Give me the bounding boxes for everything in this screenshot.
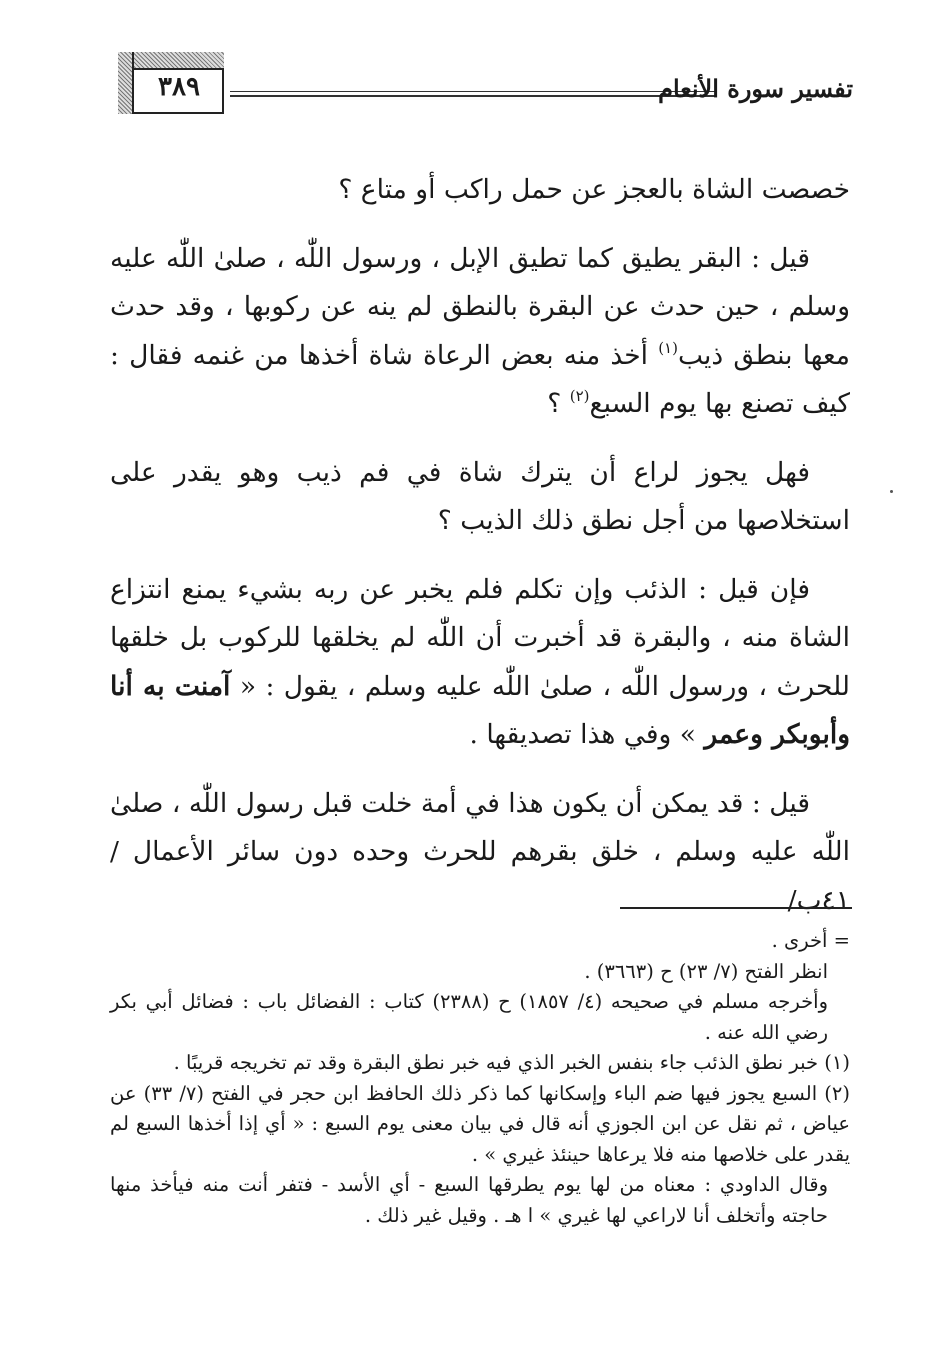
paragraph-4-text-b: » وفي هذا تصديقها .	[469, 719, 705, 750]
hadith-quote: آمنت به أنا وأبوبكر وعمر	[110, 670, 850, 750]
footnote-continuation-3: وأخرجه مسلم في صحيحه (٤/ ١٨٥٧) ح (٢٣٨٨) كتاب : الفضائل باب : فضائل أبي بكر رضي الله عنه .	[110, 990, 828, 1044]
paragraph-1-text: خصصت الشاة بالعجز عن حمل راكب أو متاع ؟	[338, 174, 850, 205]
paragraph-2-text-c: ؟	[547, 388, 570, 419]
header-rule-thick	[230, 95, 715, 97]
paragraph-4	[110, 566, 850, 760]
main-text	[110, 166, 850, 925]
paragraph-4-text-a: فإن قيل : الذئب وإن تكلم فلم يخبر عن ربه بشيء يمنع انتزاع الشاة منه ، والبقرة قد أخبرت أن اللّٰه لم يخلقها للركوب بل خلقها للحرث ، ورسول اللّٰه ، صلىٰ اللّٰه عليه وسلم ، يقول : «	[110, 573, 850, 702]
scan-speck	[890, 490, 893, 493]
page-number-box	[118, 52, 224, 114]
paragraph-3-text: فهل يجوز لراع أن يترك شاة في فم ذيب وهو يقدر على استخلاصها من أجل نطق ذلك الذيب ؟	[110, 456, 850, 536]
page-number: ٣٨٩	[158, 72, 200, 102]
paragraph-2-text-b: أخذ منه بعض الرعاة شاة أخذها من غنمه فقال : كيف تصنع بها يوم السبع	[110, 339, 850, 419]
footnote-1: (١) خبر نطق الذئب جاء بنفس الخبر الذي فيه خبر نطق البقرة وقد تم تخريجه قريبًا .	[173, 1051, 850, 1074]
paragraph-2-text-a: قيل : البقر يطيق كما تطيق الإبل ، ورسول اللّٰه ، صلىٰ اللّٰه عليه وسلم ، حين حدث عن البقرة بالنطق لم ينه عن ركوبها ، وقد حدث معها بنطق ذيب	[110, 242, 850, 371]
footnote-continuation-2: انظر الفتح (٧/ ٢٣) ح (٣٦٦٣) .	[584, 959, 828, 983]
paragraph-1	[110, 166, 850, 215]
footnote-2-continued: وقال الداودي : معناه من لها يوم يطرقها السبع - أي الأسد - فتفر أنت منه فيأخذ منها حاجته وأتخلف أنا لاراعي لها غيري » ا هـ . وقيل غير ذلك .	[110, 1173, 828, 1227]
page-header	[118, 52, 853, 122]
running-title: تفسير سورة الأنعام	[658, 74, 853, 103]
paragraph-5	[110, 780, 850, 926]
footnote-continuation-1: = أخرى .	[771, 929, 850, 952]
header-rule	[230, 91, 715, 92]
footnote-2: (٢) السبع يجوز فيها ضم الباء وإسكانها كما ذكر ذلك الحافظ ابن حجر في الفتح (٧/ ٣٣) عن عياض ، ثم نقل عن ابن الجوزي أنه قال في بيان معنى يوم السبع : « أي إذا أخذها السبع لم يقدر على خلاصها منه فلا يرعاها حينئذ غيري » .	[110, 1081, 850, 1166]
footnote-ref-2[interactable]: (٢)	[569, 387, 590, 405]
footnotes	[110, 926, 850, 1231]
paragraph-5-text: قيل : قد يمكن أن يكون هذا في أمة خلت قبل رسول اللّٰه ، صلىٰ اللّٰه عليه وسلم ، خلق بقرهم للحرث وحده دون سائر الأعمال / ٤١ب/	[110, 787, 850, 916]
paragraph-3	[110, 449, 850, 546]
footnote-separator	[620, 907, 852, 909]
paragraph-2	[110, 235, 850, 429]
footnote-ref-1[interactable]: (١)	[658, 338, 678, 357]
